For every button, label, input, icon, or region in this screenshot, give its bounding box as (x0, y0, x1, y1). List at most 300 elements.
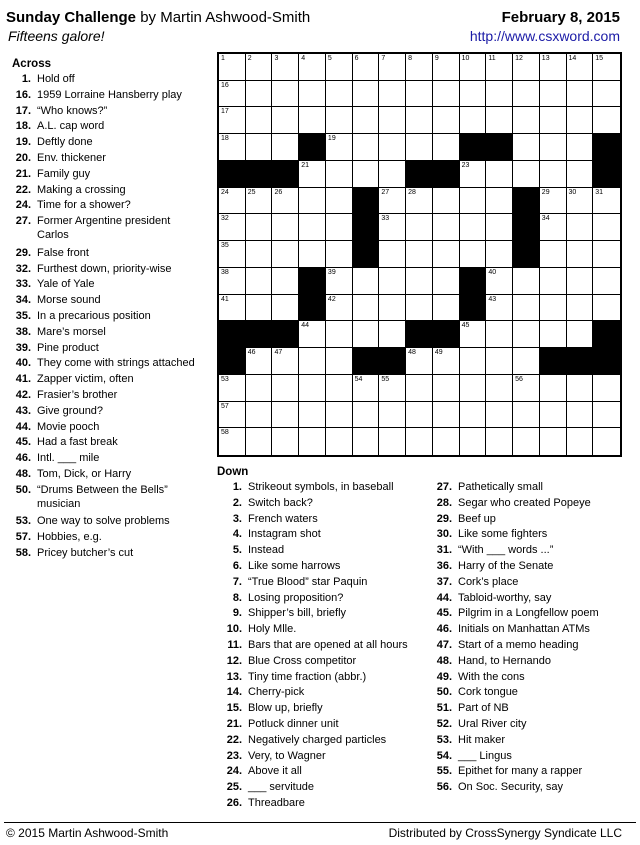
grid-cell[interactable] (567, 241, 594, 268)
grid-cell[interactable] (460, 81, 487, 108)
clue[interactable] (226, 654, 357, 668)
grid-cell[interactable] (460, 402, 487, 429)
grid-cell[interactable] (379, 375, 406, 402)
grid-cell[interactable] (513, 428, 540, 455)
grid-cell[interactable] (460, 188, 487, 215)
clue-number: 30. (436, 528, 452, 541)
grid-cell[interactable] (486, 81, 513, 108)
grid-cell[interactable] (593, 107, 620, 134)
clue[interactable] (226, 749, 326, 763)
clue[interactable] (436, 654, 551, 668)
grid-cell[interactable] (567, 321, 594, 348)
clue[interactable] (15, 341, 99, 355)
grid-cell[interactable] (299, 348, 326, 375)
clue[interactable] (15, 435, 118, 449)
grid-cell[interactable] (540, 268, 567, 295)
grid-cell[interactable] (272, 268, 299, 295)
grid-cell[interactable] (379, 428, 406, 455)
grid-cell[interactable] (486, 107, 513, 134)
clue[interactable] (15, 246, 89, 260)
grid-cell[interactable] (299, 81, 326, 108)
grid-cell[interactable] (379, 402, 406, 429)
grid-cell[interactable] (246, 54, 273, 81)
clue[interactable] (15, 372, 134, 386)
clue[interactable] (15, 404, 104, 418)
cell-number: 14 (568, 55, 577, 62)
grid-cell[interactable] (406, 348, 433, 375)
grid-cell[interactable] (246, 402, 273, 429)
grid-cell[interactable] (593, 295, 620, 322)
grid-cell[interactable] (567, 54, 594, 81)
clue[interactable] (436, 543, 554, 557)
cell-number: 21 (301, 161, 309, 169)
grid-cell[interactable] (326, 107, 353, 134)
grid-cell[interactable] (567, 134, 594, 161)
clue[interactable] (15, 88, 182, 102)
grid-cell[interactable] (513, 107, 540, 134)
grid-cell[interactable] (460, 241, 487, 268)
grid-cell[interactable] (299, 214, 326, 241)
clue[interactable] (15, 514, 170, 528)
grid-cell[interactable] (299, 428, 326, 455)
grid-cell[interactable] (379, 241, 406, 268)
grid-cell[interactable] (486, 295, 513, 322)
grid-cell[interactable] (246, 81, 273, 108)
grid-cell[interactable] (513, 268, 540, 295)
clue-number: 51. (436, 702, 452, 715)
grid-cell[interactable] (272, 295, 299, 322)
grid-cell[interactable] (353, 295, 380, 322)
grid-cell[interactable] (460, 214, 487, 241)
clue-number: 27. (436, 481, 452, 493)
clue[interactable] (232, 512, 318, 526)
grid-cell[interactable] (593, 241, 620, 268)
grid-cell[interactable] (246, 241, 273, 268)
clue[interactable] (21, 72, 75, 86)
clue[interactable] (232, 575, 368, 589)
clue[interactable] (15, 262, 172, 276)
grid-cell[interactable] (433, 214, 460, 241)
grid-cell[interactable] (219, 188, 246, 215)
grid-cell[interactable] (299, 188, 326, 215)
grid-cell[interactable] (353, 268, 380, 295)
clue[interactable] (232, 527, 321, 541)
grid-cell[interactable] (326, 161, 353, 188)
clue[interactable] (15, 214, 171, 242)
clue[interactable] (15, 420, 100, 434)
grid-cell[interactable] (272, 348, 299, 375)
grid-cell[interactable] (513, 321, 540, 348)
grid-cell[interactable] (219, 268, 246, 295)
clue-text: Furthest down, priority-wise (37, 262, 172, 275)
grid-cell[interactable] (406, 295, 433, 322)
grid-cell[interactable] (219, 375, 246, 402)
clue[interactable] (226, 670, 367, 684)
clue[interactable] (436, 717, 527, 731)
grid-cell[interactable] (353, 161, 380, 188)
grid-cell[interactable] (299, 321, 326, 348)
grid-cell[interactable] (353, 375, 380, 402)
clue-number: 31. (436, 544, 452, 557)
grid-cell[interactable] (513, 134, 540, 161)
clue[interactable] (227, 638, 408, 652)
grid-cell[interactable] (353, 402, 380, 429)
clue-text: Give ground? (37, 404, 104, 417)
grid-cell[interactable] (246, 428, 273, 455)
clue[interactable] (15, 277, 95, 291)
grid-cell[interactable] (513, 161, 540, 188)
clue[interactable] (15, 135, 93, 149)
grid-cell[interactable] (406, 214, 433, 241)
grid-cell[interactable] (272, 134, 299, 161)
clue-text: Movie pooch (37, 420, 100, 433)
grid-block (486, 134, 513, 161)
clue[interactable] (15, 183, 126, 197)
grid-cell[interactable] (246, 295, 273, 322)
clue[interactable] (232, 559, 341, 573)
grid-cell[interactable] (460, 107, 487, 134)
grid-cell[interactable] (540, 81, 567, 108)
grid-cell[interactable] (219, 402, 246, 429)
grid-cell[interactable] (593, 268, 620, 295)
clue-number: 4. (232, 528, 242, 541)
grid-cell[interactable] (326, 428, 353, 455)
clue[interactable] (436, 749, 512, 763)
grid-cell[interactable] (246, 107, 273, 134)
grid-cell[interactable] (567, 107, 594, 134)
grid-cell[interactable] (486, 214, 513, 241)
grid-cell[interactable] (246, 268, 273, 295)
grid-cell[interactable] (406, 241, 433, 268)
clue[interactable] (15, 546, 134, 560)
grid-cell[interactable] (246, 375, 273, 402)
grid-cell[interactable] (272, 107, 299, 134)
clue-number: 1. (232, 481, 242, 493)
grid-cell[interactable] (272, 54, 299, 81)
clue[interactable] (436, 480, 543, 494)
clue-text: Holy Mlle. (248, 623, 297, 636)
clue[interactable] (226, 701, 323, 715)
grid-cell[interactable] (272, 188, 299, 215)
cell-number: 11 (488, 55, 496, 62)
clue[interactable] (436, 701, 509, 715)
grid-cell[interactable] (540, 241, 567, 268)
grid-cell[interactable] (433, 428, 460, 455)
cell-number: 8 (408, 55, 413, 62)
grid-cell[interactable] (299, 54, 326, 81)
grid-cell[interactable] (486, 348, 513, 375)
grid-cell[interactable] (299, 107, 326, 134)
clue[interactable] (436, 638, 579, 652)
grid-cell[interactable] (540, 107, 567, 134)
clue[interactable] (436, 527, 548, 541)
grid-cell[interactable] (540, 161, 567, 188)
grid-cell[interactable] (460, 54, 487, 81)
grid-cell[interactable] (272, 428, 299, 455)
grid-cell[interactable] (272, 81, 299, 108)
grid-cell[interactable] (567, 295, 594, 322)
grid-cell[interactable] (353, 81, 380, 108)
cell-number: 40 (488, 268, 497, 276)
cell-number: 19 (327, 135, 336, 143)
crossword-grid[interactable] (217, 52, 622, 457)
grid-cell[interactable] (219, 54, 246, 81)
grid-cell[interactable] (433, 81, 460, 108)
grid-cell[interactable] (540, 188, 567, 215)
grid-cell[interactable] (326, 134, 353, 161)
grid-cell[interactable] (593, 81, 620, 108)
grid-cell[interactable] (567, 188, 594, 215)
footer-divider (4, 822, 636, 823)
grid-cell[interactable] (486, 402, 513, 429)
clue[interactable] (15, 483, 168, 511)
grid-cell[interactable] (326, 375, 353, 402)
grid-cell[interactable] (513, 348, 540, 375)
grid-cell[interactable] (460, 161, 487, 188)
grid-cell[interactable] (219, 81, 246, 108)
grid-cell[interactable] (593, 428, 620, 455)
grid-cell[interactable] (326, 214, 353, 241)
grid-cell[interactable] (272, 214, 299, 241)
grid-cell[interactable] (379, 214, 406, 241)
grid-cell[interactable] (433, 54, 460, 81)
clue[interactable] (436, 670, 525, 684)
grid-cell[interactable] (486, 375, 513, 402)
grid-cell[interactable] (513, 375, 540, 402)
grid-cell[interactable] (272, 241, 299, 268)
grid-cell[interactable] (460, 375, 487, 402)
grid-cell[interactable] (406, 375, 433, 402)
grid-cell[interactable] (219, 107, 246, 134)
grid-cell[interactable] (406, 81, 433, 108)
grid-cell[interactable] (540, 321, 567, 348)
clue[interactable] (15, 388, 118, 402)
clue[interactable] (436, 685, 518, 699)
grid-cell[interactable] (513, 81, 540, 108)
clue[interactable] (15, 325, 106, 339)
clue[interactable] (436, 496, 591, 510)
clue-text: On Soc. Security, say (458, 781, 563, 794)
clue[interactable] (15, 309, 151, 323)
clue-number: 17. (15, 104, 31, 117)
clue[interactable] (436, 559, 554, 573)
clue-number: 11. (227, 639, 242, 651)
clue[interactable] (226, 796, 305, 810)
clue[interactable] (232, 591, 344, 605)
grid-cell[interactable] (219, 428, 246, 455)
grid-cell[interactable] (406, 428, 433, 455)
grid-cell[interactable] (326, 81, 353, 108)
grid-cell[interactable] (433, 241, 460, 268)
clue[interactable] (232, 480, 394, 494)
grid-cell[interactable] (460, 321, 487, 348)
grid-cell[interactable] (299, 241, 326, 268)
grid-cell[interactable] (433, 375, 460, 402)
grid-block (219, 161, 246, 188)
clue[interactable] (436, 780, 563, 794)
grid-cell[interactable] (406, 54, 433, 81)
grid-cell[interactable] (379, 161, 406, 188)
clue-text: Bars that are opened at all hours (248, 639, 408, 651)
clue[interactable] (226, 780, 315, 794)
grid-cell[interactable] (326, 295, 353, 322)
clue[interactable] (232, 606, 347, 620)
grid-cell[interactable] (433, 134, 460, 161)
grid-cell[interactable] (246, 188, 273, 215)
clue[interactable] (15, 356, 195, 370)
website-link[interactable]: http://www.csxword.com (469, 28, 620, 44)
grid-cell[interactable] (433, 107, 460, 134)
grid-cell[interactable] (299, 375, 326, 402)
grid-cell[interactable] (486, 268, 513, 295)
grid-cell[interactable] (486, 428, 513, 455)
clue[interactable] (436, 606, 599, 620)
clue[interactable] (15, 198, 131, 212)
grid-cell[interactable] (246, 348, 273, 375)
clue[interactable] (436, 575, 519, 589)
clue[interactable] (232, 543, 285, 557)
clue[interactable] (226, 764, 302, 778)
grid-cell[interactable] (486, 161, 513, 188)
grid-cell[interactable] (353, 321, 380, 348)
grid-cell[interactable] (379, 134, 406, 161)
grid-cell[interactable] (540, 295, 567, 322)
grid-cell[interactable] (326, 348, 353, 375)
grid-cell[interactable] (593, 402, 620, 429)
grid-cell[interactable] (219, 241, 246, 268)
grid-cell[interactable] (540, 214, 567, 241)
clue[interactable] (15, 467, 132, 481)
clue[interactable] (15, 151, 106, 165)
grid-cell[interactable] (406, 107, 433, 134)
cell-number: 49 (434, 349, 443, 357)
grid-cell[interactable] (593, 375, 620, 402)
clue-text: Segar who created Popeye (458, 496, 591, 509)
grid-cell[interactable] (353, 54, 380, 81)
grid-block (513, 214, 540, 241)
clue[interactable] (232, 496, 313, 510)
grid-cell[interactable] (593, 214, 620, 241)
grid-cell[interactable] (353, 134, 380, 161)
cell-number: 33 (381, 215, 390, 223)
grid-cell[interactable] (540, 428, 567, 455)
grid-cell[interactable] (593, 54, 620, 81)
grid-cell[interactable] (219, 134, 246, 161)
grid-cell[interactable] (379, 81, 406, 108)
grid-cell[interactable] (326, 268, 353, 295)
clue[interactable] (226, 733, 387, 747)
grid-cell[interactable] (246, 214, 273, 241)
grid-cell[interactable] (246, 134, 273, 161)
grid-cell[interactable] (353, 428, 380, 455)
grid-cell[interactable] (593, 188, 620, 215)
grid-cell[interactable] (486, 54, 513, 81)
grid-cell[interactable] (567, 161, 594, 188)
clue[interactable] (436, 512, 496, 526)
grid-cell[interactable] (406, 402, 433, 429)
grid-cell[interactable] (379, 188, 406, 215)
clue-text: Potluck dinner unit (248, 718, 339, 730)
grid-cell[interactable] (540, 54, 567, 81)
grid-cell[interactable] (460, 348, 487, 375)
clue-number: 3. (232, 512, 242, 525)
clue-text: Tabloid-worthy, say (458, 591, 552, 604)
grid-cell[interactable] (486, 188, 513, 215)
grid-cell[interactable] (433, 348, 460, 375)
grid-cell[interactable] (567, 81, 594, 108)
grid-cell[interactable] (567, 214, 594, 241)
grid-cell[interactable] (486, 241, 513, 268)
clue[interactable] (226, 685, 305, 699)
grid-cell[interactable] (433, 268, 460, 295)
grid-cell[interactable] (540, 134, 567, 161)
grid-cell[interactable] (567, 402, 594, 429)
grid-cell[interactable] (513, 402, 540, 429)
grid-cell[interactable] (326, 241, 353, 268)
grid-cell[interactable] (433, 188, 460, 215)
grid-cell[interactable] (406, 268, 433, 295)
grid-cell[interactable] (513, 295, 540, 322)
clue[interactable] (15, 451, 100, 465)
clue[interactable] (15, 167, 91, 181)
grid-cell[interactable] (379, 54, 406, 81)
grid-cell[interactable] (272, 402, 299, 429)
grid-cell[interactable] (299, 402, 326, 429)
clue-text: Former Argentine president (37, 215, 171, 228)
clue[interactable] (436, 733, 506, 747)
grid-cell[interactable] (272, 375, 299, 402)
grid-cell[interactable] (540, 402, 567, 429)
grid-cell[interactable] (460, 428, 487, 455)
grid-cell[interactable] (219, 295, 246, 322)
clue[interactable] (15, 104, 108, 118)
grid-cell[interactable] (326, 321, 353, 348)
grid-cell[interactable] (299, 161, 326, 188)
grid-cell[interactable] (567, 428, 594, 455)
grid-cell[interactable] (486, 321, 513, 348)
grid-cell[interactable] (433, 402, 460, 429)
grid-cell[interactable] (379, 268, 406, 295)
grid-cell[interactable] (379, 321, 406, 348)
clue-number: 1. (21, 73, 31, 85)
clue[interactable] (226, 622, 297, 636)
grid-cell[interactable] (540, 375, 567, 402)
grid-cell[interactable] (326, 54, 353, 81)
clue[interactable] (436, 591, 552, 605)
clue[interactable] (436, 622, 590, 636)
grid-cell[interactable] (219, 214, 246, 241)
grid-cell[interactable] (326, 188, 353, 215)
grid-cell[interactable] (379, 295, 406, 322)
grid-cell[interactable] (353, 107, 380, 134)
clue[interactable] (436, 764, 583, 778)
clue-number: 45. (436, 607, 452, 620)
clue[interactable] (15, 119, 105, 133)
clue[interactable] (226, 717, 339, 731)
grid-cell[interactable] (379, 107, 406, 134)
grid-cell[interactable] (567, 375, 594, 402)
clue-text: Very, to Wagner (248, 749, 326, 762)
grid-cell[interactable] (433, 295, 460, 322)
clue[interactable] (15, 530, 102, 544)
grid-cell[interactable] (567, 268, 594, 295)
grid-cell[interactable] (406, 134, 433, 161)
grid-cell[interactable] (326, 402, 353, 429)
grid-cell[interactable] (406, 188, 433, 215)
cell-number: 26 (274, 188, 283, 196)
clue[interactable] (15, 293, 101, 307)
grid-cell[interactable] (513, 54, 540, 81)
